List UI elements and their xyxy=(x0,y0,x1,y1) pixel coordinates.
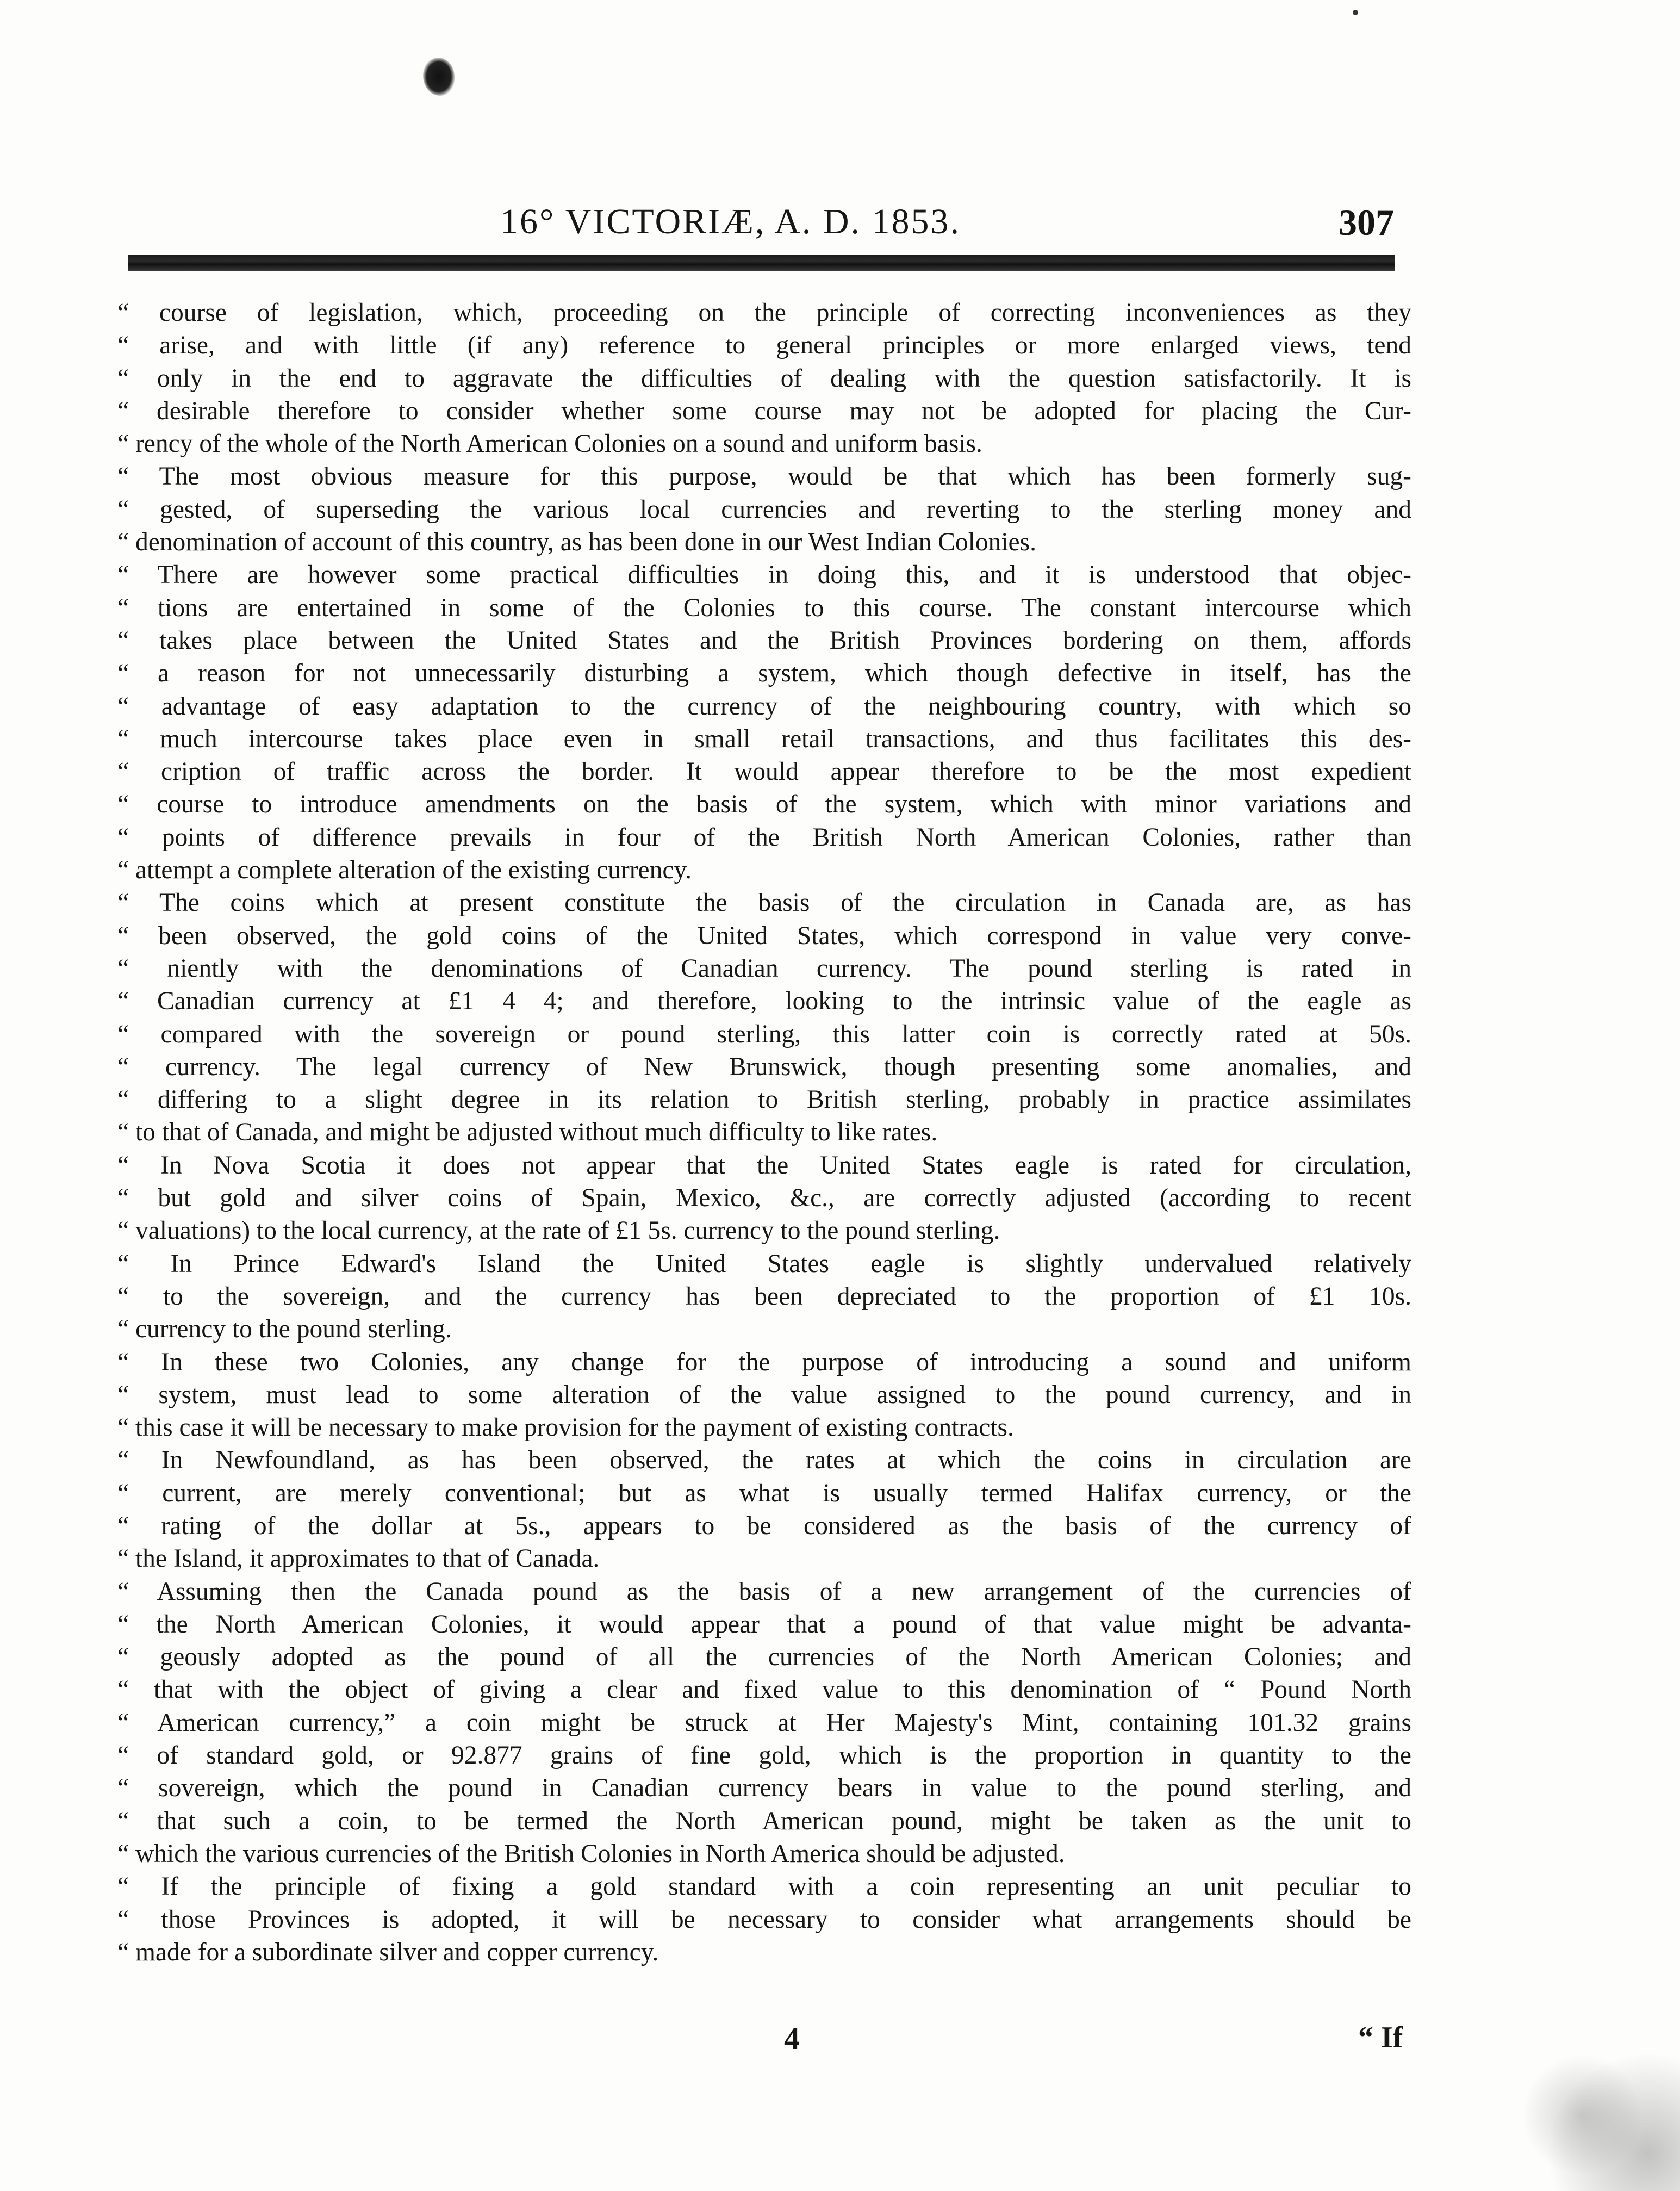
text-line: “ American currency,” a coin might be struck at Her Majesty's Mint, containing 101.32 grains xyxy=(117,1708,1411,1737)
text-line: “ advantage of easy adaptation to the currency of the neighbouring country, with which so xyxy=(117,692,1411,721)
text-line: “ attempt a complete alteration of the existing currency. xyxy=(117,856,692,885)
text-line: “ which the various currencies of the British Colonies in North America should be adjusted. xyxy=(117,1839,1065,1868)
ink-blot-ornament xyxy=(423,58,455,96)
text-line: “ been observed, the gold coins of the United States, which correspond in value very conve- xyxy=(117,921,1411,950)
text-line: “ only in the end to aggravate the difficulties of dealing with the question satisfactorily. It is xyxy=(117,364,1411,393)
text-line: “ The most obvious measure for this purpose, would be that which has been formerly sug- xyxy=(117,462,1411,491)
text-line: “ desirable therefore to consider whether some course may not be adopted for placing the Cur- xyxy=(117,396,1411,425)
header-rule xyxy=(128,255,1395,271)
text-line: “ made for a subordinate silver and copper currency. xyxy=(117,1938,659,1966)
text-line: “ course of legislation, which, proceeding on the principle of correcting inconveniences as they xyxy=(117,299,1411,327)
text-line: “ sovereign, which the pound in Canadian currency bears in value to the pound sterling, and xyxy=(117,1774,1411,1803)
text-line: “ current, are merely conventional; but as what is usually termed Halifax currency, or the xyxy=(117,1479,1411,1507)
text-line: “ that such a coin, to be termed the North American pound, might be taken as the unit to xyxy=(117,1807,1411,1835)
text-line: “ In Newfoundland, as has been observed, the rates at which the coins in circulation are xyxy=(117,1446,1411,1475)
text-line: “ In Nova Scotia it does not appear that the United States eagle is rated for circulation, xyxy=(117,1151,1411,1180)
text-line: “ compared with the sovereign or pound sterling, this latter coin is correctly rated at 50s. xyxy=(117,1020,1411,1048)
text-line: “ those Provinces is adopted, it will be necessary to consider what arrangements should be xyxy=(117,1905,1411,1934)
text-line: “ the Island, it approximates to that of Canada. xyxy=(117,1544,600,1573)
text-line: “ currency. The legal currency of New Brunswick, though presenting some anomalies, and xyxy=(117,1052,1411,1081)
text-line: “ niently with the denominations of Canadian currency. The pound sterling is rated in xyxy=(117,954,1411,983)
text-line: “ denomination of account of this country, as has been done in our West Indian Colonies. xyxy=(117,528,1036,557)
text-line: “ of standard gold, or 92.877 grains of fine gold, which is the proportion in quantity to the xyxy=(117,1741,1411,1770)
text-line: “ this case it will be necessary to make provision for the payment of existing contracts. xyxy=(117,1413,1014,1442)
page-number: 307 xyxy=(1339,202,1394,243)
text-line: “ Assuming then the Canada pound as the basis of a new arrangement of the currencies of xyxy=(117,1577,1411,1606)
text-line: “ rency of the whole of the North American Colonies on a sound and uniform basis. xyxy=(117,430,982,458)
paper-speckle xyxy=(1517,2001,1680,2191)
text-line: “ to the sovereign, and the currency has been depreciated to the proportion of £1 10s. xyxy=(117,1282,1411,1311)
text-line: “ In Prince Edward's Island the United States eagle is slightly undervalued relatively xyxy=(117,1249,1411,1278)
catchword: “ If xyxy=(1358,2021,1403,2055)
text-line: “ Canadian currency at £1 4 4; and therefore, looking to the intrinsic value of the eagle as xyxy=(117,987,1411,1016)
ink-speck xyxy=(1353,10,1358,15)
text-line: “ If the principle of fixing a gold standard with a coin representing an unit peculiar to xyxy=(117,1872,1411,1901)
text-line: “ but gold and silver coins of Spain, Mexico, &c., are correctly adjusted (according to recent xyxy=(117,1184,1411,1213)
text-line: “ to that of Canada, and might be adjusted without much difficulty to like rates. xyxy=(117,1118,938,1147)
signature-mark: 4 xyxy=(784,2021,800,2056)
running-head xyxy=(0,201,1680,250)
text-line: “ rating of the dollar at 5s., appears to be considered as the basis of the currency of xyxy=(117,1511,1411,1540)
text-line: “ gested, of superseding the various local currencies and reverting to the sterling money and xyxy=(117,495,1411,524)
text-line: “ There are however some practical difficulties in doing this, and it is understood that objec- xyxy=(117,561,1411,589)
text-line: “ points of difference prevails in four of the British North American Colonies, rather than xyxy=(117,823,1411,852)
text-line: “ cription of traffic across the border. It would appear therefore to be the most expedient xyxy=(117,758,1411,786)
text-line: “ tions are entertained in some of the Colonies to this course. The constant intercourse which xyxy=(117,593,1411,622)
text-line: “ differing to a slight degree in its relation to British sterling, probably in practice assimilates xyxy=(117,1085,1411,1114)
text-line: “ geously adopted as the pound of all the currencies of the North American Colonies; and xyxy=(117,1643,1411,1672)
text-line: “ system, must lead to some alteration of the value assigned to the pound currency, and in xyxy=(117,1380,1411,1409)
running-title: 16° VICTORIÆ, A. D. 1853. xyxy=(500,202,961,241)
text-line: “ a reason for not unnecessarily disturbing a system, which though defective in itself, has the xyxy=(117,659,1411,688)
text-line: “ much intercourse takes place even in small retail transactions, and thus facilitates this des- xyxy=(117,724,1411,753)
text-line: “ course to introduce amendments on the basis of the system, which with minor variations and xyxy=(117,790,1411,819)
text-line: “ that with the object of giving a clear and fixed value to this denomination of “ Pound North xyxy=(117,1675,1411,1704)
text-line: “ currency to the pound sterling. xyxy=(117,1315,452,1344)
text-line: “ takes place between the United States and the British Provinces bordering on them, affords xyxy=(117,626,1411,655)
text-line: “ valuations) to the local currency, at the rate of £1 5s. currency to the pound sterling. xyxy=(117,1216,1000,1245)
body-text xyxy=(117,296,1411,1969)
text-line: “ In these two Colonies, any change for the purpose of introducing a sound and uniform xyxy=(117,1348,1411,1376)
text-line: “ The coins which at present constitute the basis of the circulation in Canada are, as has xyxy=(117,889,1411,917)
text-line: “ arise, and with little (if any) reference to general principles or more enlarged views, tend xyxy=(117,331,1411,360)
text-line: “ the North American Colonies, it would appear that a pound of that value might be advanta- xyxy=(117,1610,1411,1638)
